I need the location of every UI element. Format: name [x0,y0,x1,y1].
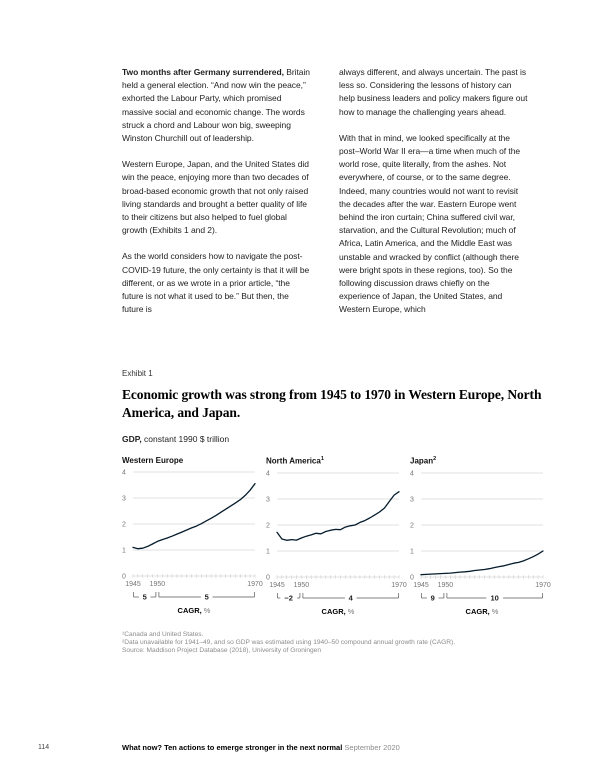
text-column-left [122,66,312,330]
charts-row [122,456,551,621]
text-column-right [339,66,529,330]
svg-text:1: 1 [410,548,414,556]
svg-text:1: 1 [266,548,270,556]
svg-text:5: 5 [142,592,147,602]
chart-canvas [266,469,407,621]
svg-text:3: 3 [266,496,270,504]
svg-text:1950: 1950 [149,581,166,588]
svg-text:10: 10 [490,593,499,603]
article-body [122,66,530,330]
svg-text:1950: 1950 [437,581,454,589]
chart-title: Japan$^2$ [410,456,437,466]
svg-text:2: 2 [266,522,270,530]
svg-text:4: 4 [410,470,414,478]
exhibit-unit-bold: GDP, [122,434,142,444]
svg-text:2: 2 [410,522,414,530]
footnote-source: Source: Maddison Project Database (2018), University of Groningen [122,647,322,655]
chart-western-europe [122,456,263,621]
chart-title: North America$^1$ [266,456,324,466]
chart-japan [410,456,551,621]
svg-text:1945: 1945 [413,581,429,589]
svg-text:5: 5 [204,592,209,602]
paragraph-1-rest: Britain held a general election. “And now win the peace,” exhorted the Labour Party, which promised massive social and economic change. The words struck a chord and Labour won big, sweeping Winston Churchill out of leadership. [122,67,310,144]
svg-text:0: 0 [410,574,414,582]
exhibit-title: Economic growth was strong from 1945 to 1970 in Western Europe, North America, and Japan. [122,387,542,420]
page-number: 114 [38,744,50,751]
exhibit-unit-rest: constant 1990 $ trillion [141,434,230,444]
svg-text:1: 1 [122,547,126,555]
chart-canvas [410,469,551,621]
exhibit-unit-label [122,434,548,444]
paragraph-1-lead: Two months after Germany surrendered, [122,67,284,77]
svg-text:0: 0 [122,573,126,581]
svg-text:4: 4 [122,469,126,477]
svg-text:1970: 1970 [535,581,551,589]
running-footer [122,743,400,752]
chart-canvas [122,468,263,620]
svg-text:3: 3 [122,495,126,503]
footnote-2: ²Data unavailable for 1941–49, and so GDP was estimated using 1940–50 compound annual growth rate (CAGR). [122,639,456,647]
svg-text:1945: 1945 [125,581,141,588]
svg-text:1950: 1950 [293,581,310,589]
svg-text:0: 0 [266,574,270,582]
cagr-axis-label: CAGR, % [177,606,211,615]
svg-text:2: 2 [122,521,126,529]
paragraph-5: With that in mind, we looked specifically at the post–World War II era—a time when much of the world rose, quite literally, from the ashes. Not everywhere, of course, or to the same degree. Indeed, many countries would not want to revisit the decades after the war. Eastern Europe went behind the iron curtain; China suffered civil war, starvation, and the Cultural Revolution; much of Africa, Latin America, and the Middle East was unstable and wracked by conflict (although there were bright spots in these regions, too). So the following discussion draws chiefly on the experience of Japan, the United States, and Western Europe, which [339,132,521,315]
footnote-1: ¹Canada and United States. [122,630,204,638]
svg-text:3: 3 [410,496,414,504]
svg-text:1970: 1970 [391,581,407,589]
svg-text:4: 4 [266,470,270,478]
svg-text:1945: 1945 [269,581,285,589]
paragraph-4: always different, and always uncertain. The past is less so. Considering the lessons of history can help business leaders and policy makers figure out how to manage the challenging years ahead. [339,67,528,117]
exhibit-section [122,369,551,656]
svg-text:4: 4 [348,593,353,603]
footer-article-title: What now? Ten actions to emerge stronger in the next normal [122,743,343,752]
paragraph-1 [122,66,312,145]
paragraph-3: As the world considers how to navigate the post-COVID-19 future, the only certainty is that it will be different, or as we wrote in a prior article, “the future is not what it used to be.” But then, the future is [122,251,310,315]
cagr-axis-label: CAGR, % [465,606,499,616]
footer-date: September 2020 [342,743,400,752]
cagr-axis-label: CAGR, % [321,606,355,616]
exhibit-footnotes [122,631,548,656]
chart-title: Western Europe [122,456,184,465]
paragraph-2: Western Europe, Japan, and the United States did win the peace, enjoying more than two decades of broad-based economic growth that not only raised living standards and brought a better quality of life to their citizens but also helped to fuel global growth (Exhibits 1 and 2). [122,159,309,236]
chart-north-america [266,456,407,621]
exhibit-label: Exhibit 1 [122,369,153,378]
svg-text:−2: −2 [284,593,293,603]
svg-text:1970: 1970 [247,581,263,588]
svg-text:9: 9 [430,593,435,603]
